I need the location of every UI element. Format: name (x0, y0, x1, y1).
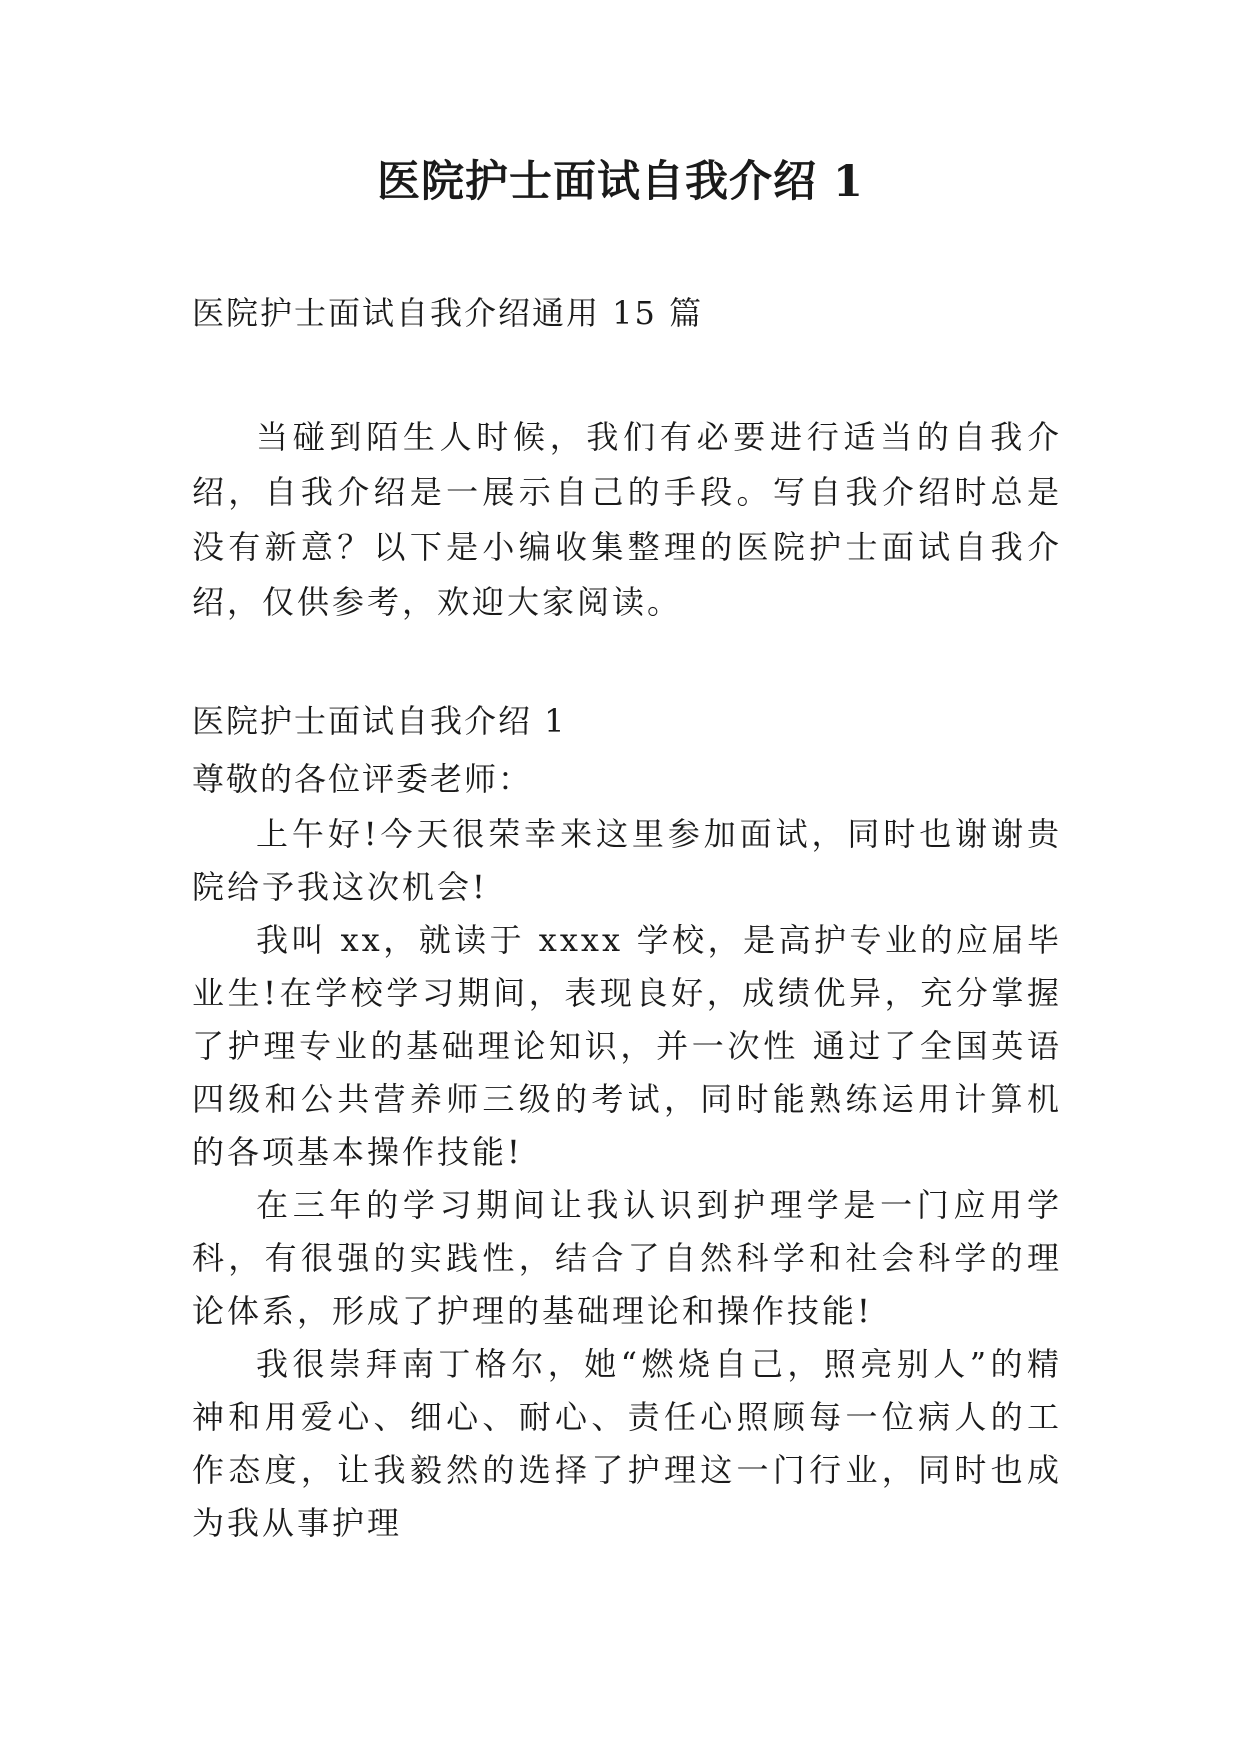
document-subtitle: 医院护士面试自我介绍通用 15 篇 (192, 294, 704, 332)
body-paragraph-4: 我很崇拜南丁格尔，她“燃烧自己，照亮别人”的精神和用爱心、细心、耐心、责任心照顾每一位病人的工作态度，让我毅然的选择了护理这一门行业，同时也成为我从事护理 (192, 1345, 1062, 1542)
body-paragraph-3: 在三年的学习期间让我认识到护理学是一门应用学科，有很强的实践性，结合了自然科学和社会科学的理论体系，形成了护理的基础理论和操作技能! (192, 1186, 1062, 1330)
body-paragraph-2: 我叫 xx，就读于 xxxx 学校，是高护专业的应届毕业生!在学校学习期间，表现良好，成绩优异，充分掌握了护理专业的基础理论知识，并一次性 通过了全国英语四级和公共营养师三级的考试，同时能熟练运用计算机的各项基本操作技能! (192, 921, 1062, 1171)
salutation: 尊敬的各位评委老师： (192, 760, 533, 798)
document-body (192, 284, 1062, 1550)
document-title: 医院护士面试自我介绍 1 (377, 157, 864, 207)
section-title: 医院护士面试自我介绍 1 (192, 702, 567, 740)
intro-paragraph: 当碰到陌生人时候，我们有必要进行适当的自我介绍，自我介绍是一展示自己的手段。写自我介绍时总是没有新意？以下是小编收集整理的医院护士面试自我介绍，仅供参考，欢迎大家阅读。 (192, 418, 1062, 621)
body-paragraph-1: 上午好!今天很荣幸来这里参加面试，同时也谢谢贵院给予我这次机会! (192, 815, 1062, 906)
